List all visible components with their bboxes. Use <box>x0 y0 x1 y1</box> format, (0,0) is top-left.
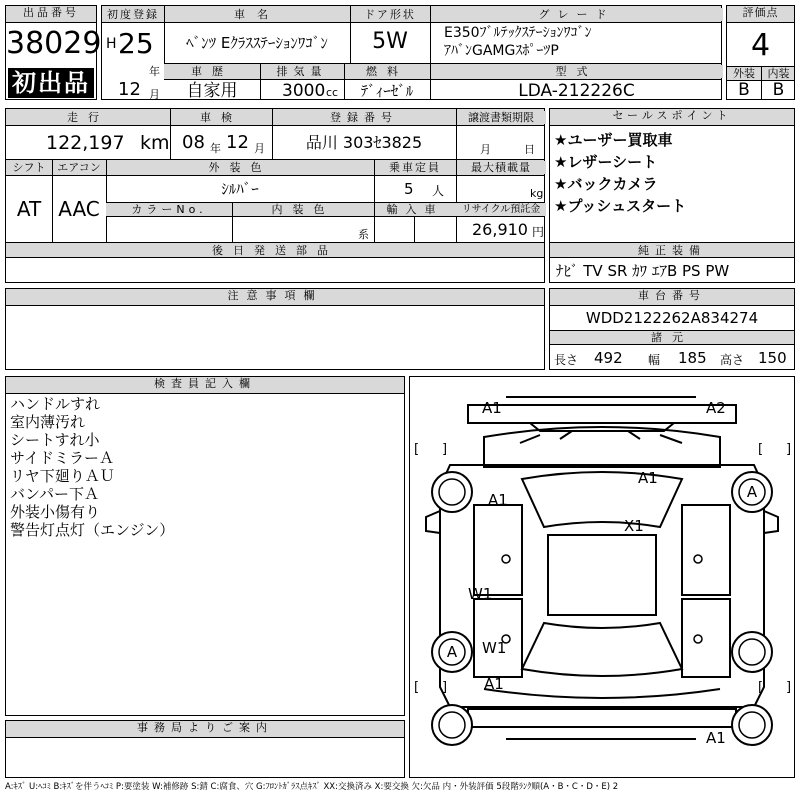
width: 185 <box>678 349 707 367</box>
svg-text:]: ] <box>786 680 792 695</box>
recycle-label: リサイクル預託金 <box>456 203 546 216</box>
damage-mark: X1 <box>624 517 644 535</box>
import-label: 輸入車 <box>374 203 456 216</box>
inspection-label: 車検 <box>170 111 272 124</box>
ac: AAC <box>58 197 100 221</box>
history: 自家用 <box>186 81 238 101</box>
legend: A:ｷｽﾞ U:ﾍｺﾐ B:ｷｽﾞを伴うﾍｺﾐ P:要塗装 W:補修跡 S:錆 C:腐食、穴 G:ﾌﾛﾝﾄｶﾞﾗｽ点ｷｽﾞ XX:交換済み X:要交換 欠:欠品 内・外装評価 5段階ﾗﾝｸ順(A・B・C・D・E) 2 <box>5 782 619 792</box>
transfer-month-unit: 月 <box>480 143 491 156</box>
score: 4 <box>750 28 771 63</box>
svg-text:]: ] <box>442 442 448 457</box>
car-outline <box>410 377 794 777</box>
inspection-year-unit: 年 <box>210 142 221 155</box>
inspection-month: 12 <box>226 132 249 153</box>
length-label: 長さ <box>554 353 579 367</box>
inspector-label: 検査員記入欄 <box>6 377 404 394</box>
fuel-label: 燃料 <box>344 65 430 78</box>
ac-label: エアコン <box>52 161 106 174</box>
model: LDA-212226C <box>518 81 635 101</box>
interior-color-unit: 系 <box>358 228 369 241</box>
damage-mark: A <box>446 643 458 661</box>
inspection-month-unit: 月 <box>254 142 265 155</box>
damage-mark: A1 <box>638 469 658 487</box>
notes-box <box>5 288 545 370</box>
mileage-label: 走行 <box>6 111 170 124</box>
inspection-year: 08 <box>182 132 205 153</box>
first-listing-badge: 初出品 <box>8 68 94 98</box>
height: 150 <box>758 349 787 367</box>
door-type: 5W <box>372 29 408 54</box>
office-label: 事務局よりご案内 <box>6 721 404 738</box>
inspector-note: 室内薄汚れ <box>10 413 86 431</box>
era: H <box>106 36 117 52</box>
damage-mark: A2 <box>706 399 726 417</box>
lot-number: 38029 <box>6 26 102 61</box>
history-label: 車歴 <box>164 65 260 78</box>
grade-line2: ｱﾊﾞﾝGAMGｽﾎﾟｰﾂP <box>444 43 559 59</box>
first-reg-label: 初度登録 <box>102 8 164 21</box>
interior-color-label: 内装色 <box>232 203 374 216</box>
sales-point: ★ユーザー買取車 <box>554 131 673 149</box>
later-parts-label: 後日発送部品 <box>6 244 544 257</box>
car-diagram <box>409 376 795 778</box>
fuel: ﾃﾞｨｰｾﾞﾙ <box>360 82 414 100</box>
mileage-unit: km <box>140 132 170 154</box>
displacement-unit: cc <box>326 86 339 99</box>
recycle-fee: 26,910 <box>472 220 528 239</box>
inspector-note: 外装小傷有り <box>10 503 101 521</box>
damage-mark: A1 <box>484 675 504 693</box>
equipment-label: 純正装備 <box>550 244 794 257</box>
damage-mark: W1 <box>482 639 507 657</box>
score-label: 評価点 <box>727 6 794 23</box>
height-label: 高さ <box>720 353 745 367</box>
first-reg-year: 25 <box>118 27 154 60</box>
year-unit: 年 <box>149 65 160 78</box>
recycle-unit: 円 <box>532 225 545 239</box>
width-label: 幅 <box>648 353 661 367</box>
vehicle-header <box>101 5 722 100</box>
first-reg-month: 12 <box>118 79 141 100</box>
grade-line1: E350ﾌﾞﾙﾃｯｸｽﾃｰｼｮﾝﾜｺﾞﾝ <box>444 25 592 41</box>
chassis-label: 車台番号 <box>550 289 794 306</box>
interior-label: 内装 <box>767 67 790 80</box>
chassis-number: WDD2122262A834274 <box>585 309 759 327</box>
lot-label: 出品番号 <box>6 6 96 23</box>
car-name: ﾍﾞﾝﾂ Eｸﾗｽｽﾃｰｼｮﾝﾜｺﾞﾝ <box>186 34 328 52</box>
model-label: 型式 <box>430 65 723 78</box>
score-box <box>726 5 795 100</box>
displacement: 3000 <box>282 81 326 101</box>
exterior-label: 外装 <box>733 67 755 80</box>
chassis-box <box>549 288 795 370</box>
month-unit: 月 <box>149 88 160 101</box>
office-box <box>5 720 405 778</box>
damage-mark: W1 <box>468 585 493 603</box>
capacity: 5 <box>404 180 414 198</box>
exterior-grade: B <box>738 80 750 100</box>
damage-mark: A1 <box>482 399 502 417</box>
damage-mark: A1 <box>488 491 508 509</box>
sales-point: ★プッシュスタート <box>554 197 687 215</box>
transfer-label: 譲渡書類期限 <box>456 111 546 124</box>
sales-point: ★バックカメラ <box>554 175 658 193</box>
capacity-unit: 人 <box>432 184 445 198</box>
inspector-note: サイドミラーＡ <box>10 449 114 467</box>
interior-grade: B <box>772 80 785 100</box>
car-name-label: 車名 <box>164 8 350 21</box>
inspector-note: ハンドルすれ <box>10 395 101 413</box>
lot-box <box>5 5 102 100</box>
damage-mark: A <box>746 483 758 501</box>
plate-label: 登録番号 <box>272 111 456 124</box>
sales-label: セールスポイント <box>550 109 794 126</box>
capacity-label: 乗車定員 <box>374 161 456 174</box>
exterior-color: ｼﾙﾊﾞｰ <box>221 180 259 198</box>
door-label: ドア形状 <box>350 8 430 21</box>
inspector-box <box>5 376 405 716</box>
load-unit: kg <box>530 187 544 200</box>
inspector-note: 警告灯点灯（エンジン） <box>10 521 175 539</box>
svg-text:[: [ <box>758 442 764 457</box>
transfer-day-unit: 日 <box>524 143 535 156</box>
inspector-note: リヤ下廻りＡＵ <box>10 467 115 485</box>
displacement-label: 排気量 <box>260 65 344 78</box>
svg-text:[: [ <box>758 680 764 695</box>
length: 492 <box>594 349 623 367</box>
svg-text:[: [ <box>414 680 420 695</box>
load-label: 最大積載量 <box>456 161 546 174</box>
inspector-note: バンパー下Ａ <box>10 485 99 503</box>
damage-mark: A1 <box>706 729 726 747</box>
plate: 品川 303ｾ3825 <box>305 133 423 152</box>
info-block <box>5 108 545 283</box>
equipment: ﾅﾋﾞ TV SR ｶﾜ ｴｱB PS PW <box>556 262 730 280</box>
notes-label: 注意事項欄 <box>6 289 544 306</box>
sales-points-box <box>549 108 795 283</box>
shift: AT <box>16 197 42 221</box>
color-label: 外装色 <box>106 161 374 174</box>
svg-text:]: ] <box>786 442 792 457</box>
svg-text:]: ] <box>442 680 448 695</box>
sales-point: ★レザーシート <box>554 153 658 171</box>
grade-label: グレード <box>430 8 723 21</box>
color-no-label: カラーNo. <box>106 203 232 216</box>
mileage: 122,197 <box>46 132 125 154</box>
dims-label: 諸元 <box>550 331 794 344</box>
inspector-note: シートすれ小 <box>10 431 100 449</box>
shift-label: シフト <box>6 161 52 174</box>
svg-text:[: [ <box>414 442 420 457</box>
